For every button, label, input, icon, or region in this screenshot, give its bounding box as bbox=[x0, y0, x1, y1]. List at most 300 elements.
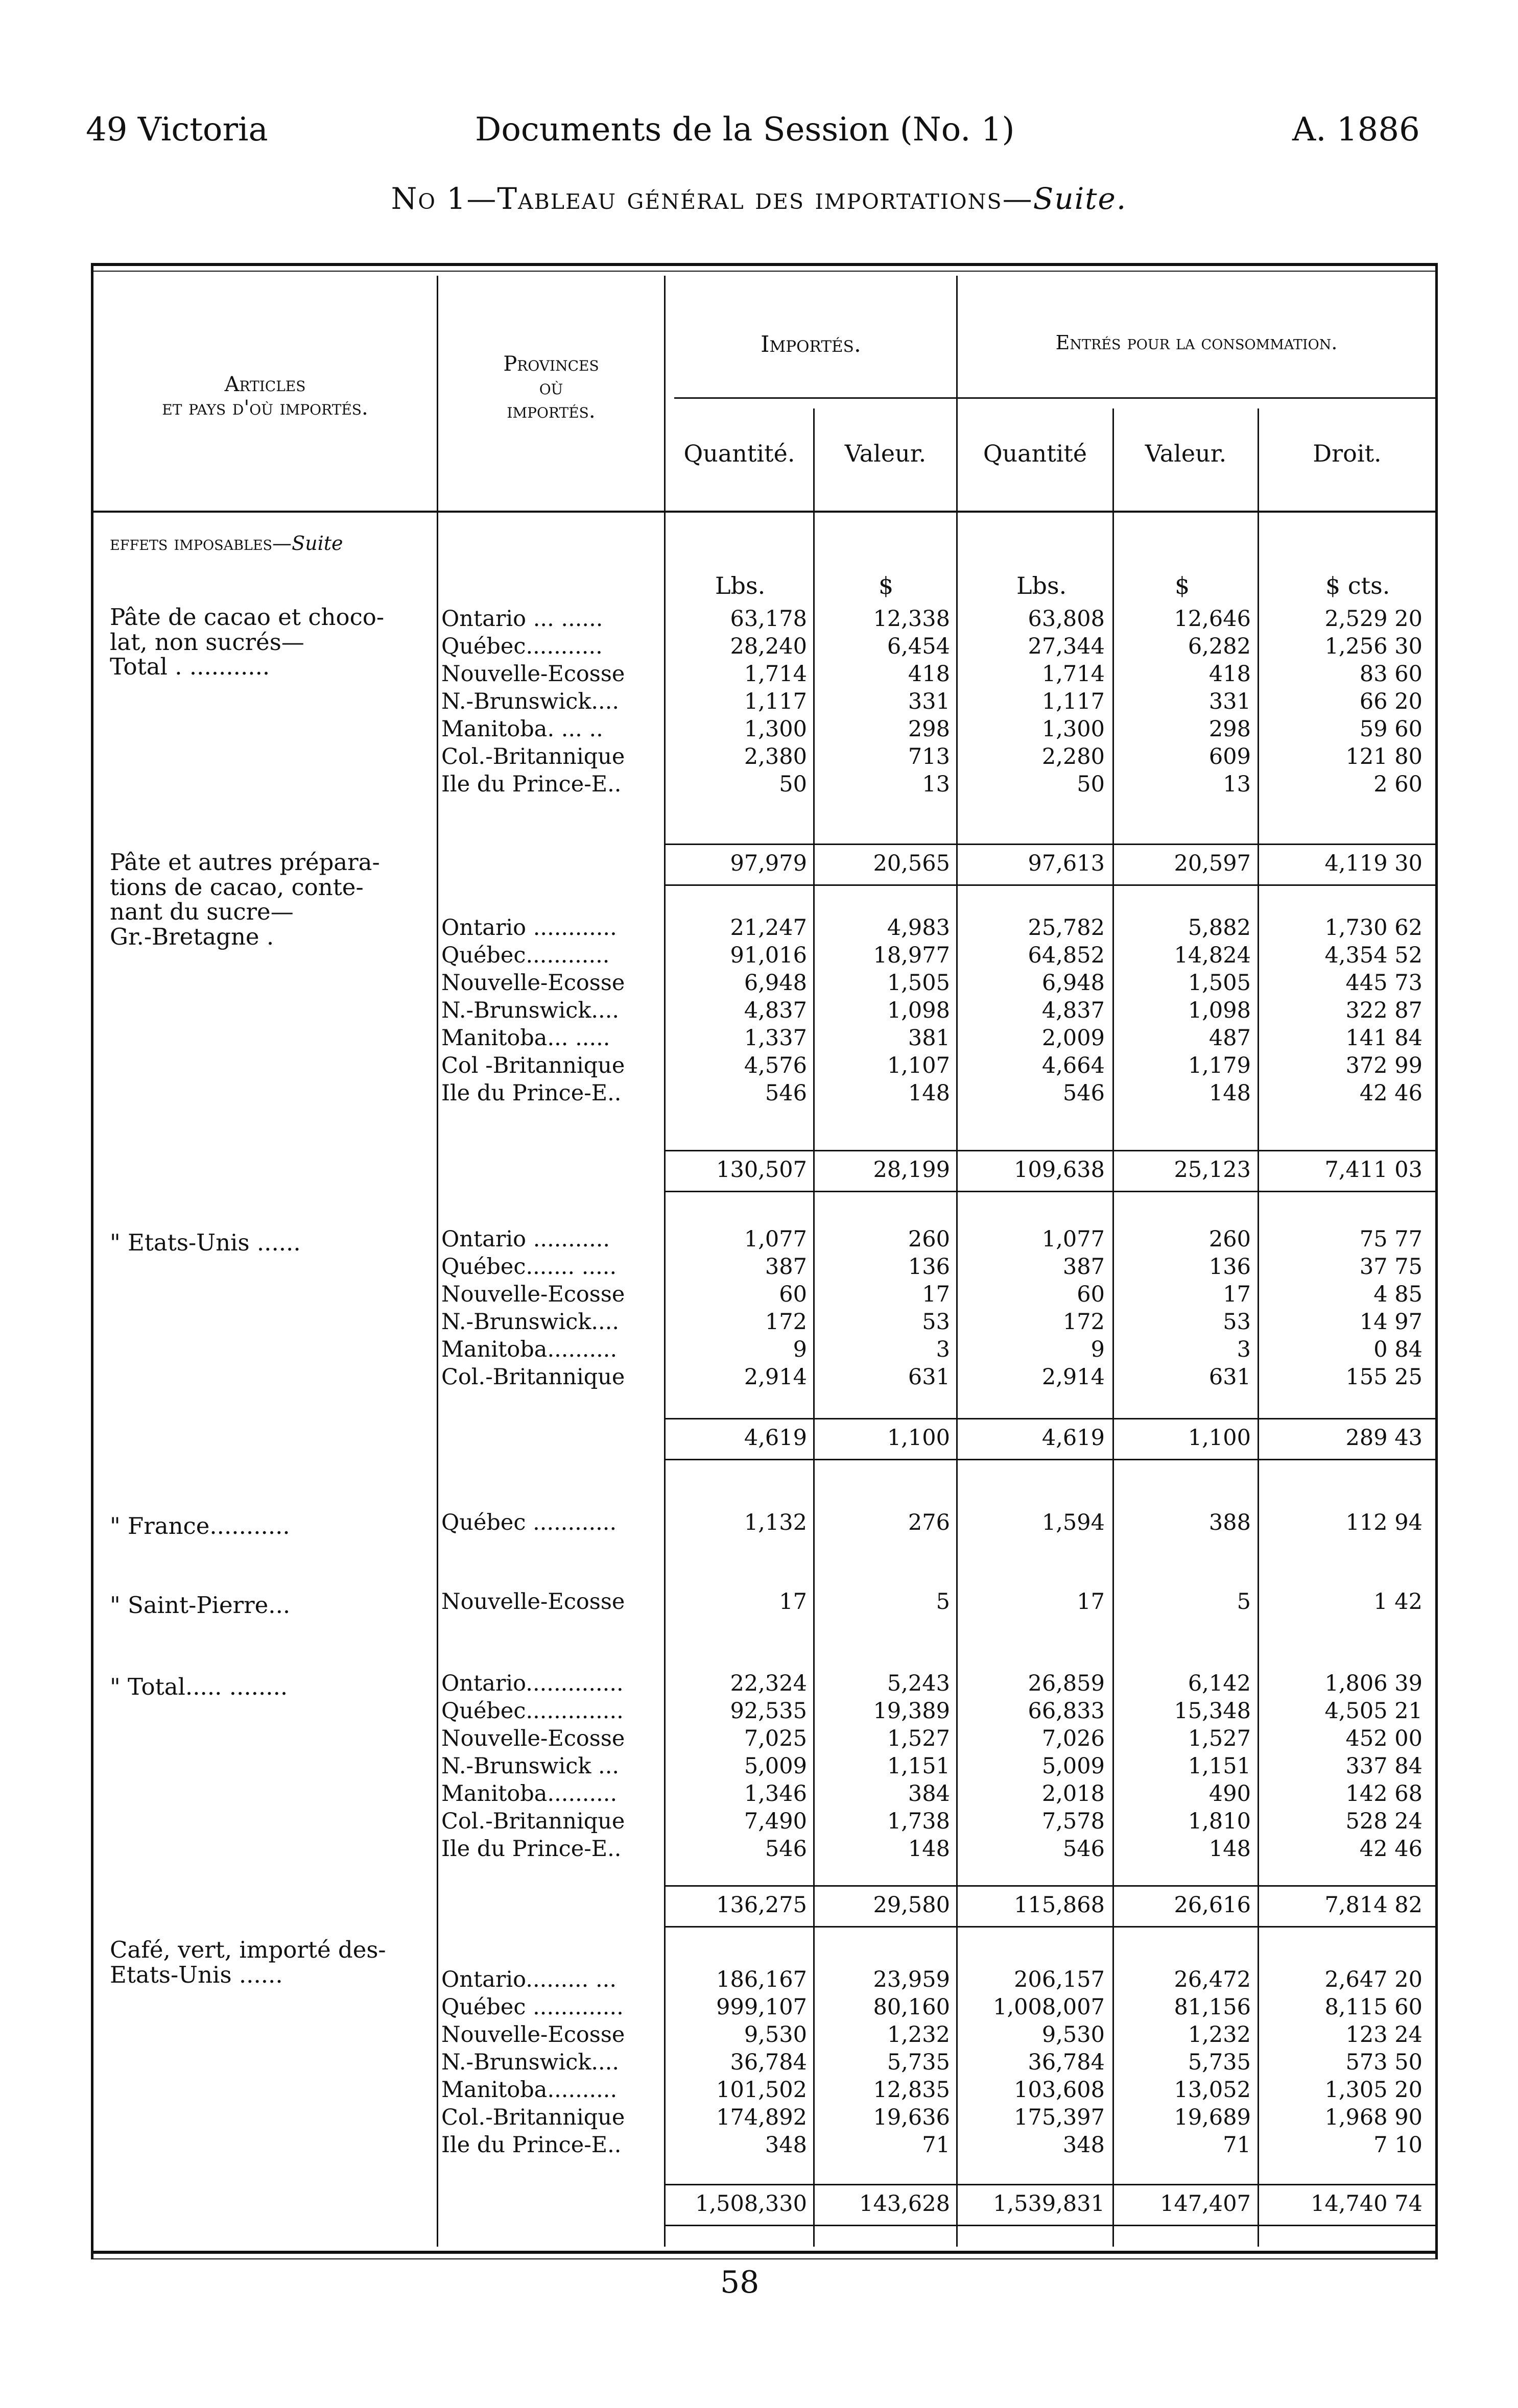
value-cell: 2,914 bbox=[1041, 1364, 1105, 1390]
article-label-line: tions de cacao, conte- bbox=[110, 873, 364, 901]
value-cell: 2,647 20 bbox=[1324, 1967, 1422, 1992]
value-cell: 186,167 bbox=[716, 1967, 807, 1992]
value-cell: 631 bbox=[1208, 1364, 1251, 1390]
value-cell: 91,016 bbox=[730, 943, 807, 968]
province-cell: Ile du Prince-E.. bbox=[441, 772, 622, 797]
total-cell: 1,100 bbox=[887, 1425, 950, 1451]
value-cell: 14,824 bbox=[1174, 943, 1251, 968]
value-cell: 546 bbox=[765, 1080, 807, 1106]
value-cell: 1,151 bbox=[1188, 1753, 1251, 1779]
value-cell: 5,243 bbox=[887, 1671, 950, 1696]
value-cell: 83 60 bbox=[1359, 661, 1422, 687]
value-cell: 148 bbox=[908, 1080, 950, 1106]
article-label bbox=[110, 1514, 290, 1539]
value-cell: 112 94 bbox=[1345, 1510, 1422, 1535]
value-cell: 487 bbox=[1208, 1025, 1251, 1051]
v1-column bbox=[815, 1225, 950, 1391]
value-cell: 3 bbox=[1237, 1337, 1251, 1362]
province-cell: Ontario ... ...... bbox=[441, 606, 603, 632]
value-cell: 136 bbox=[1208, 1254, 1251, 1280]
article-label bbox=[110, 605, 384, 680]
value-cell: 9 bbox=[793, 1337, 807, 1362]
value-cell: 1,730 62 bbox=[1324, 915, 1422, 941]
value-cell: 1,505 bbox=[1188, 970, 1251, 996]
value-cell: 172 bbox=[1062, 1309, 1105, 1335]
value-cell: 5,009 bbox=[1041, 1753, 1105, 1779]
value-cell: 14 97 bbox=[1359, 1309, 1422, 1335]
subtotal-rule-bottom bbox=[666, 2225, 1435, 2226]
provinces-column bbox=[441, 914, 661, 1107]
total-cell: 109,638 bbox=[1014, 1157, 1105, 1183]
value-cell: 322 87 bbox=[1345, 998, 1422, 1023]
section-label-text: effets imposables— bbox=[110, 532, 292, 555]
value-cell: 348 bbox=[1062, 2132, 1105, 2158]
value-cell: 71 bbox=[1223, 2132, 1251, 2158]
value-cell: 276 bbox=[908, 1510, 950, 1535]
article-label-line: " Etats-Unis ...... bbox=[110, 1229, 301, 1256]
article-label-line: " France........... bbox=[110, 1512, 290, 1539]
value-cell: 17 bbox=[1223, 1282, 1251, 1307]
subtotal-rule bbox=[666, 1418, 1435, 1419]
value-cell: 1,117 bbox=[1041, 689, 1105, 714]
value-cell: 8,115 60 bbox=[1324, 1994, 1422, 2020]
province-cell: N.-Brunswick.... bbox=[441, 2050, 620, 2075]
running-header-center: Documents de la Session (No. 1) bbox=[475, 111, 1015, 149]
total-cell: 7,814 82 bbox=[1324, 1892, 1422, 1918]
value-cell: 21,247 bbox=[730, 915, 807, 941]
total-cell: 136,275 bbox=[716, 1892, 807, 1918]
col-header-importes: Importés. bbox=[761, 331, 861, 357]
total-cell: 1,539,831 bbox=[993, 2191, 1105, 2217]
value-cell: 6,454 bbox=[887, 634, 950, 659]
article-label bbox=[110, 1231, 301, 1256]
value-cell: 2,380 bbox=[744, 744, 807, 769]
subtotal-rule bbox=[666, 844, 1435, 845]
province-cell: Nouvelle-Ecosse bbox=[441, 2022, 625, 2048]
provinces-column bbox=[441, 1588, 661, 1616]
value-cell: 13 bbox=[1223, 772, 1251, 797]
unit-lbs-entered: Lbs. bbox=[1016, 572, 1067, 599]
droit-column bbox=[1259, 1966, 1422, 2159]
value-cell: 5,009 bbox=[744, 1753, 807, 1779]
q2-column bbox=[958, 914, 1105, 1107]
value-cell: 174,892 bbox=[716, 2105, 807, 2130]
value-cell: 2,018 bbox=[1041, 1781, 1105, 1807]
value-cell: 7,578 bbox=[1041, 1809, 1105, 1834]
value-cell: 9,530 bbox=[1041, 2022, 1105, 2048]
col-rule-provinces bbox=[437, 276, 438, 2247]
value-cell: 3 bbox=[936, 1337, 950, 1362]
total-cell: 97,613 bbox=[1028, 851, 1105, 876]
article-label-line: Café, vert, importé des- bbox=[110, 1936, 386, 1963]
droit-column bbox=[1259, 1588, 1422, 1616]
value-cell: 63,808 bbox=[1028, 606, 1105, 632]
value-cell: 26,859 bbox=[1028, 1671, 1105, 1696]
v1-column bbox=[815, 1588, 950, 1616]
value-cell: 2,280 bbox=[1041, 744, 1105, 769]
table-top-rule bbox=[91, 263, 1437, 266]
value-cell: 13 bbox=[922, 772, 950, 797]
province-cell: Col.-Britannique bbox=[441, 1364, 625, 1390]
value-cell: 5,735 bbox=[887, 2050, 950, 2075]
value-cell: 155 25 bbox=[1345, 1364, 1422, 1390]
value-cell: 27,344 bbox=[1028, 634, 1105, 659]
value-cell: 42 46 bbox=[1359, 1080, 1422, 1106]
value-cell: 4,664 bbox=[1041, 1053, 1105, 1078]
value-cell: 172 bbox=[765, 1309, 807, 1335]
value-cell: 1,714 bbox=[1041, 661, 1105, 687]
col-header-provinces-line1: Provinces bbox=[503, 352, 599, 376]
value-cell: 7,490 bbox=[744, 1809, 807, 1834]
table-top-rule-thin bbox=[91, 271, 1437, 272]
article-label bbox=[110, 1593, 290, 1618]
value-cell: 546 bbox=[1062, 1836, 1105, 1862]
value-cell: 15,348 bbox=[1174, 1698, 1251, 1724]
subtotal-rule-bottom bbox=[666, 1191, 1435, 1192]
v2-column bbox=[1114, 1588, 1251, 1616]
unit-lbs-imported: Lbs. bbox=[715, 572, 766, 599]
value-cell: 2,529 20 bbox=[1324, 606, 1422, 632]
total-cell: 289 43 bbox=[1345, 1425, 1422, 1451]
q2-column bbox=[958, 1670, 1105, 1863]
value-cell: 4,983 bbox=[887, 915, 950, 941]
droit-column bbox=[1259, 1509, 1422, 1536]
q2-column bbox=[958, 605, 1105, 798]
col-header-quantite: Quantité. bbox=[683, 440, 795, 467]
value-cell: 26,472 bbox=[1174, 1967, 1251, 1992]
province-cell: Ontario.............. bbox=[441, 1671, 624, 1696]
value-cell: 9 bbox=[1090, 1337, 1105, 1362]
value-cell: 1,346 bbox=[744, 1781, 807, 1807]
value-cell: 5 bbox=[936, 1589, 950, 1615]
article-label-line: lat, non sucrés— bbox=[110, 628, 304, 656]
value-cell: 17 bbox=[922, 1282, 950, 1307]
province-cell: Col.-Britannique bbox=[441, 1809, 625, 1834]
provinces-column bbox=[441, 1509, 661, 1536]
total-cell: 4,619 bbox=[744, 1425, 807, 1451]
total-cell: 115,868 bbox=[1014, 1892, 1105, 1918]
col-header-valeur: Valeur. bbox=[844, 440, 927, 467]
droit-column bbox=[1259, 1225, 1422, 1391]
col-header-provinces bbox=[438, 352, 664, 423]
subtotal-rule-bottom bbox=[666, 1926, 1435, 1928]
q2-column bbox=[958, 1225, 1105, 1391]
subtotal-rule bbox=[666, 1150, 1435, 1151]
value-cell: 445 73 bbox=[1345, 970, 1422, 996]
province-cell: Col -Britannique bbox=[441, 1053, 625, 1078]
value-cell: 5 bbox=[1237, 1589, 1251, 1615]
province-cell: N.-Brunswick.... bbox=[441, 998, 620, 1023]
province-cell: Québec............ bbox=[441, 943, 610, 968]
value-cell: 1,098 bbox=[887, 998, 950, 1023]
total-cell: 130,507 bbox=[716, 1157, 807, 1183]
q1-column bbox=[666, 605, 807, 798]
value-cell: 19,389 bbox=[873, 1698, 950, 1724]
total-cell: 20,565 bbox=[873, 851, 950, 876]
province-cell: Ile du Prince-E.. bbox=[441, 1836, 622, 1862]
value-cell: 384 bbox=[908, 1781, 950, 1807]
article-label bbox=[110, 1938, 386, 1987]
provinces-column bbox=[441, 605, 661, 798]
section-label bbox=[110, 534, 343, 553]
col-header-provinces-line3: importés. bbox=[507, 399, 596, 423]
province-cell: Québec ............ bbox=[441, 1510, 617, 1535]
province-cell: Manitoba.......... bbox=[441, 2077, 618, 2103]
col-header-droit: Droit. bbox=[1313, 440, 1382, 467]
province-cell: Nouvelle-Ecosse bbox=[441, 1589, 625, 1615]
value-cell: 4,837 bbox=[744, 998, 807, 1023]
value-cell: 103,608 bbox=[1014, 2077, 1105, 2103]
value-cell: 4,837 bbox=[1041, 998, 1105, 1023]
province-cell: Manitoba... ..... bbox=[441, 1025, 610, 1051]
q1-column bbox=[666, 1966, 807, 2159]
value-cell: 418 bbox=[1208, 661, 1251, 687]
total-cell: 1,508,330 bbox=[695, 2191, 807, 2217]
province-cell: Québec ............. bbox=[441, 1994, 624, 2020]
value-cell: 1,968 90 bbox=[1324, 2105, 1422, 2130]
value-cell: 1,077 bbox=[744, 1226, 807, 1252]
article-label bbox=[110, 850, 380, 949]
value-cell: 2 60 bbox=[1373, 772, 1422, 797]
value-cell: 387 bbox=[1062, 1254, 1105, 1280]
value-cell: 1,305 20 bbox=[1324, 2077, 1422, 2103]
value-cell: 50 bbox=[779, 772, 807, 797]
droit-column bbox=[1259, 1670, 1422, 1863]
value-cell: 4,505 21 bbox=[1324, 1698, 1422, 1724]
unit-dollar-cents: $ cts. bbox=[1325, 572, 1390, 599]
value-cell: 1,505 bbox=[887, 970, 950, 996]
province-cell: Ontario ............ bbox=[441, 915, 617, 941]
province-cell: Manitoba. ... .. bbox=[441, 716, 603, 742]
v1-column bbox=[815, 1966, 950, 2159]
q2-column bbox=[958, 1588, 1105, 1616]
total-cell: 143,628 bbox=[859, 2191, 950, 2217]
value-cell: 1,151 bbox=[887, 1753, 950, 1779]
province-cell: Nouvelle-Ecosse bbox=[441, 1282, 625, 1307]
value-cell: 66 20 bbox=[1359, 689, 1422, 714]
total-cell: 25,123 bbox=[1174, 1157, 1251, 1183]
value-cell: 25,782 bbox=[1028, 915, 1105, 941]
provinces-column bbox=[441, 1966, 661, 2159]
value-cell: 60 bbox=[779, 1282, 807, 1307]
value-cell: 6,142 bbox=[1188, 1671, 1251, 1696]
value-cell: 337 84 bbox=[1345, 1753, 1422, 1779]
v2-column bbox=[1114, 1509, 1251, 1536]
total-cell: 29,580 bbox=[873, 1892, 950, 1918]
q2-column bbox=[958, 1966, 1105, 2159]
value-cell: 1,806 39 bbox=[1324, 1671, 1422, 1696]
province-cell: Manitoba.......... bbox=[441, 1781, 618, 1807]
province-cell: Québec....... ..... bbox=[441, 1254, 617, 1280]
value-cell: 4,576 bbox=[744, 1053, 807, 1078]
value-cell: 7 10 bbox=[1373, 2132, 1422, 2158]
value-cell: 53 bbox=[1223, 1309, 1251, 1335]
v1-column bbox=[815, 1670, 950, 1863]
section-label-suite: Suite bbox=[292, 532, 343, 555]
total-cell: 97,979 bbox=[730, 851, 807, 876]
table-bottom-rule-thin bbox=[91, 2258, 1437, 2259]
article-label-line: Etats-Unis ...... bbox=[110, 1961, 283, 1988]
value-cell: 142 68 bbox=[1345, 1781, 1422, 1807]
article-label-line: Gr.-Bretagne . bbox=[110, 923, 274, 950]
value-cell: 1,008,007 bbox=[993, 1994, 1105, 2020]
subheader-rule bbox=[674, 397, 1437, 399]
unit-dollar-imported: $ bbox=[879, 572, 894, 599]
value-cell: 6,282 bbox=[1188, 634, 1251, 659]
value-cell: 101,502 bbox=[716, 2077, 807, 2103]
subtotal-rule bbox=[666, 1885, 1435, 1887]
value-cell: 36,784 bbox=[730, 2050, 807, 2075]
value-cell: 6,948 bbox=[744, 970, 807, 996]
total-cell: 147,407 bbox=[1160, 2191, 1251, 2217]
article-label-line: Pâte de cacao et choco- bbox=[110, 604, 385, 631]
value-cell: 546 bbox=[1062, 1080, 1105, 1106]
subtotal-rule bbox=[666, 2184, 1435, 2185]
province-cell: Nouvelle-Ecosse bbox=[441, 661, 625, 687]
province-cell: Col.-Britannique bbox=[441, 2105, 625, 2130]
q1-column bbox=[666, 914, 807, 1107]
value-cell: 1,132 bbox=[744, 1510, 807, 1535]
page-number: 58 bbox=[720, 2265, 760, 2300]
value-cell: 53 bbox=[922, 1309, 950, 1335]
value-cell: 28,240 bbox=[730, 634, 807, 659]
provinces-column bbox=[441, 1670, 661, 1863]
value-cell: 36,784 bbox=[1028, 2050, 1105, 2075]
province-cell: Ontario......... ... bbox=[441, 1967, 616, 1992]
value-cell: 387 bbox=[765, 1254, 807, 1280]
total-cell: 28,199 bbox=[873, 1157, 950, 1183]
value-cell: 13,052 bbox=[1174, 2077, 1251, 2103]
value-cell: 80,160 bbox=[873, 1994, 950, 2020]
value-cell: 331 bbox=[908, 689, 950, 714]
col-header-articles-line1: Articles bbox=[224, 373, 306, 396]
value-cell: 63,178 bbox=[730, 606, 807, 632]
value-cell: 609 bbox=[1208, 744, 1251, 769]
subtotal-rule-bottom bbox=[666, 884, 1435, 886]
value-cell: 141 84 bbox=[1345, 1025, 1422, 1051]
table-bottom-rule bbox=[91, 2251, 1437, 2254]
col-header-entres: Entrés pour la consommation. bbox=[1055, 331, 1338, 354]
value-cell: 1,232 bbox=[1188, 2022, 1251, 2048]
value-cell: 148 bbox=[1208, 1080, 1251, 1106]
v1-column bbox=[815, 1509, 950, 1536]
value-cell: 0 84 bbox=[1373, 1337, 1422, 1362]
province-cell: Québec.............. bbox=[441, 1698, 624, 1724]
value-cell: 260 bbox=[1208, 1226, 1251, 1252]
value-cell: 388 bbox=[1208, 1510, 1251, 1535]
value-cell: 1,232 bbox=[887, 2022, 950, 2048]
article-label-line: " Saint-Pierre... bbox=[110, 1592, 291, 1619]
value-cell: 1,098 bbox=[1188, 998, 1251, 1023]
value-cell: 1,300 bbox=[1041, 716, 1105, 742]
total-cell: 14,740 74 bbox=[1311, 2191, 1422, 2217]
droit-column bbox=[1259, 605, 1422, 798]
v1-column bbox=[815, 605, 950, 798]
running-header-right: A. 1886 bbox=[1292, 111, 1420, 149]
v2-column bbox=[1114, 1225, 1251, 1391]
province-cell: N.-Brunswick.... bbox=[441, 689, 620, 714]
value-cell: 631 bbox=[908, 1364, 950, 1390]
title-main: No 1—Tableau général des importations— bbox=[391, 181, 1033, 216]
province-cell: Ontario ........... bbox=[441, 1226, 610, 1252]
value-cell: 1,077 bbox=[1041, 1226, 1105, 1252]
value-cell: 75 77 bbox=[1359, 1226, 1422, 1252]
value-cell: 1,527 bbox=[1188, 1726, 1251, 1751]
value-cell: 19,636 bbox=[873, 2105, 950, 2130]
value-cell: 1,810 bbox=[1188, 1809, 1251, 1834]
q1-column bbox=[666, 1509, 807, 1536]
value-cell: 6,948 bbox=[1041, 970, 1105, 996]
value-cell: 1,300 bbox=[744, 716, 807, 742]
value-cell: 1,594 bbox=[1041, 1510, 1105, 1535]
total-cell: 1,100 bbox=[1188, 1425, 1251, 1451]
v2-column bbox=[1114, 1670, 1251, 1863]
province-cell: Ile du Prince-E.. bbox=[441, 1080, 622, 1106]
total-cell: 4,119 30 bbox=[1324, 851, 1422, 876]
v2-column bbox=[1114, 914, 1251, 1107]
unit-dollar-entered: $ bbox=[1175, 572, 1190, 599]
value-cell: 331 bbox=[1208, 689, 1251, 714]
value-cell: 5,735 bbox=[1188, 2050, 1251, 2075]
total-cell: 20,597 bbox=[1174, 851, 1251, 876]
value-cell: 1,738 bbox=[887, 1809, 950, 1834]
value-cell: 298 bbox=[908, 716, 950, 742]
value-cell: 4 85 bbox=[1373, 1282, 1422, 1307]
value-cell: 81,156 bbox=[1174, 1994, 1251, 2020]
value-cell: 1,117 bbox=[744, 689, 807, 714]
value-cell: 148 bbox=[1208, 1836, 1251, 1862]
total-cell: 4,619 bbox=[1041, 1425, 1105, 1451]
col-header-quantite-2: Quantité bbox=[983, 440, 1087, 467]
value-cell: 60 bbox=[1077, 1282, 1105, 1307]
value-cell: 59 60 bbox=[1359, 716, 1422, 742]
value-cell: 148 bbox=[908, 1836, 950, 1862]
running-header-left: 49 Victoria bbox=[86, 111, 268, 149]
province-cell: Québec........... bbox=[441, 634, 603, 659]
col-header-provinces-line2: où bbox=[539, 376, 563, 399]
article-label-line: Total . ........... bbox=[110, 653, 270, 681]
article-label-line: nant du sucre— bbox=[110, 898, 294, 926]
value-cell: 1,179 bbox=[1188, 1053, 1251, 1078]
value-cell: 528 24 bbox=[1345, 1809, 1422, 1834]
page-title bbox=[0, 181, 1518, 216]
value-cell: 12,646 bbox=[1174, 606, 1251, 632]
value-cell: 206,157 bbox=[1014, 1967, 1105, 1992]
value-cell: 999,107 bbox=[716, 1994, 807, 2020]
value-cell: 50 bbox=[1077, 772, 1105, 797]
v1-column bbox=[815, 914, 950, 1107]
value-cell: 136 bbox=[908, 1254, 950, 1280]
value-cell: 19,689 bbox=[1174, 2105, 1251, 2130]
value-cell: 92,535 bbox=[730, 1698, 807, 1724]
value-cell: 175,397 bbox=[1014, 2105, 1105, 2130]
value-cell: 71 bbox=[922, 2132, 950, 2158]
total-cell: 7,411 03 bbox=[1324, 1157, 1422, 1183]
value-cell: 7,026 bbox=[1041, 1726, 1105, 1751]
value-cell: 2,009 bbox=[1041, 1025, 1105, 1051]
value-cell: 17 bbox=[779, 1589, 807, 1615]
value-cell: 1 42 bbox=[1373, 1589, 1422, 1615]
value-cell: 12,338 bbox=[873, 606, 950, 632]
col-header-valeur-2: Valeur. bbox=[1145, 440, 1227, 467]
value-cell: 1,256 30 bbox=[1324, 634, 1422, 659]
q1-column bbox=[666, 1588, 807, 1616]
header-bottom-rule bbox=[91, 511, 1437, 513]
province-cell: Ile du Prince-E.. bbox=[441, 2132, 622, 2158]
frame-right bbox=[1435, 263, 1438, 2259]
article-label-line: " Total..... ........ bbox=[110, 1673, 288, 1700]
value-cell: 17 bbox=[1077, 1589, 1105, 1615]
